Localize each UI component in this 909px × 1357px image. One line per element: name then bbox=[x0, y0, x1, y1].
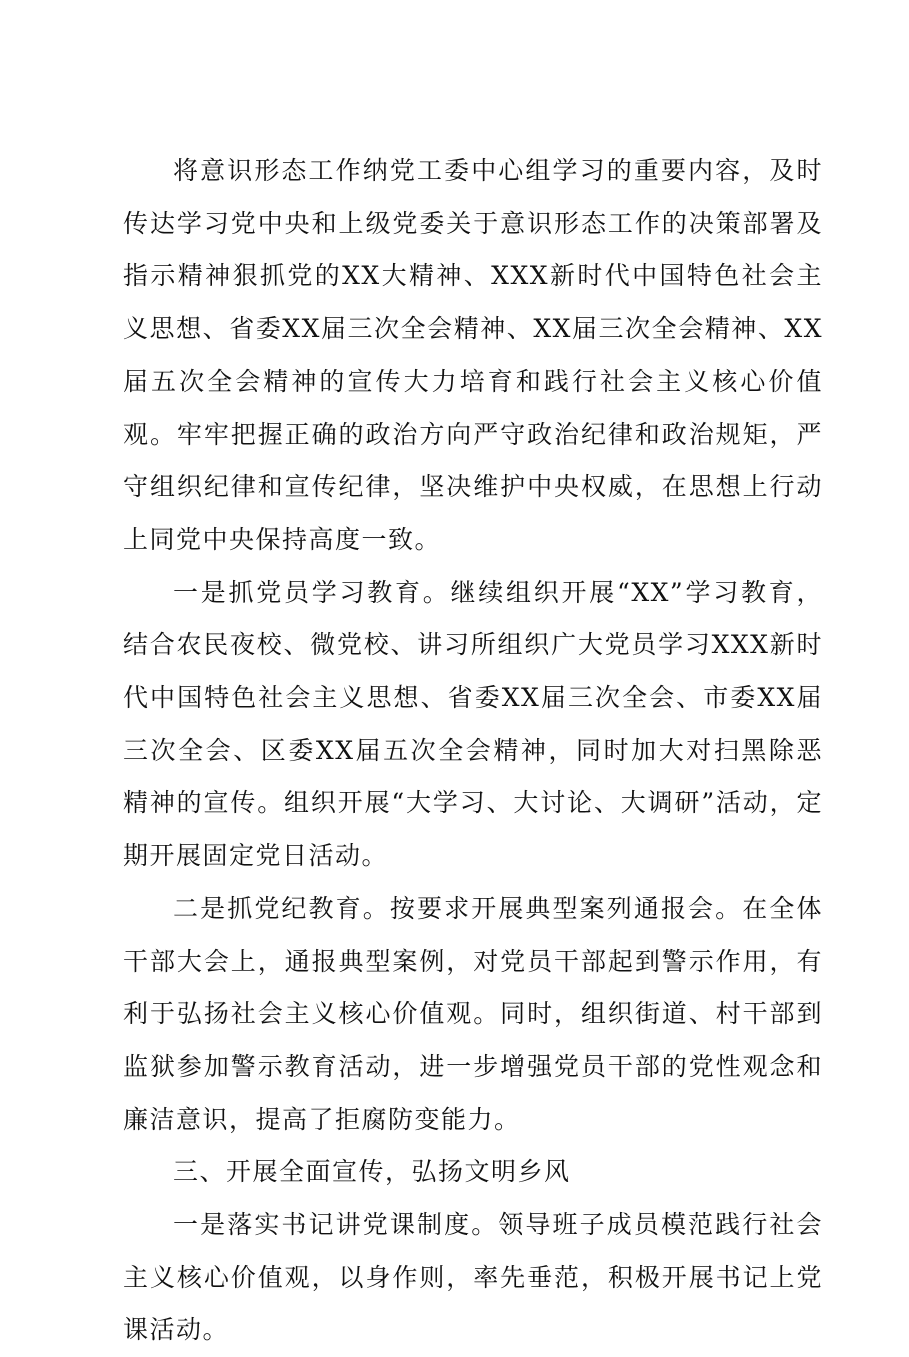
paragraph-ideology-study: 将意识形态工作纳党工委中心组学习的重要内容，及时传达学习党中央和上级党委关于意识形态工作的决策部署及指示精神狠抓党的XX大精神、XXX新时代中国特色社会主义思想、省委XX届三次全会精神、XX届三次全会精神、XX届五次全会精神的宣传大力培育和践行社会主义核心价值观。牢牢把握正确的政治方向严守政治纪律和政治规矩，严守组织纪律和宣传纪律，坚决维护中央权威，在思想上行动上同党中央保持高度一致。 bbox=[123, 156, 823, 554]
paragraph-member-education: 一是抓党员学习教育。继续组织开展“XX”学习教育，结合农民夜校、微党校、讲习所组织广大党员学习XXX新时代中国特色社会主义思想、省委XX届三次全会、市委XX届三次全会、区委XX届五次全会精神，同时加大对扫黑除恶精神的宣传。组织开展“大学习、大讨论、大调研”活动，定期开展固定党日活动。 bbox=[123, 577, 823, 871]
paragraph-discipline-education: 二是抓党纪教育。按要求开展典型案列通报会。在全体干部大会上，通报典型案例，对党员干部起到警示作用，有利于弘扬社会主义核心价值观。同时，组织街道、村干部到监狱参加警示教育活动，进一步增强党员干部的党性观念和廉洁意识，提高了拒腐防变能力。 bbox=[123, 893, 823, 1134]
document-body bbox=[123, 145, 823, 1357]
paragraph-party-lecture: 一是落实书记讲党课制度。领导班子成员模范践行社会主义核心价值观，以身作则，率先垂范，积极开展书记上党课活动。 bbox=[123, 1210, 823, 1345]
section-heading: 三、开展全面宣传，弘扬文明乡风 bbox=[173, 1157, 571, 1187]
